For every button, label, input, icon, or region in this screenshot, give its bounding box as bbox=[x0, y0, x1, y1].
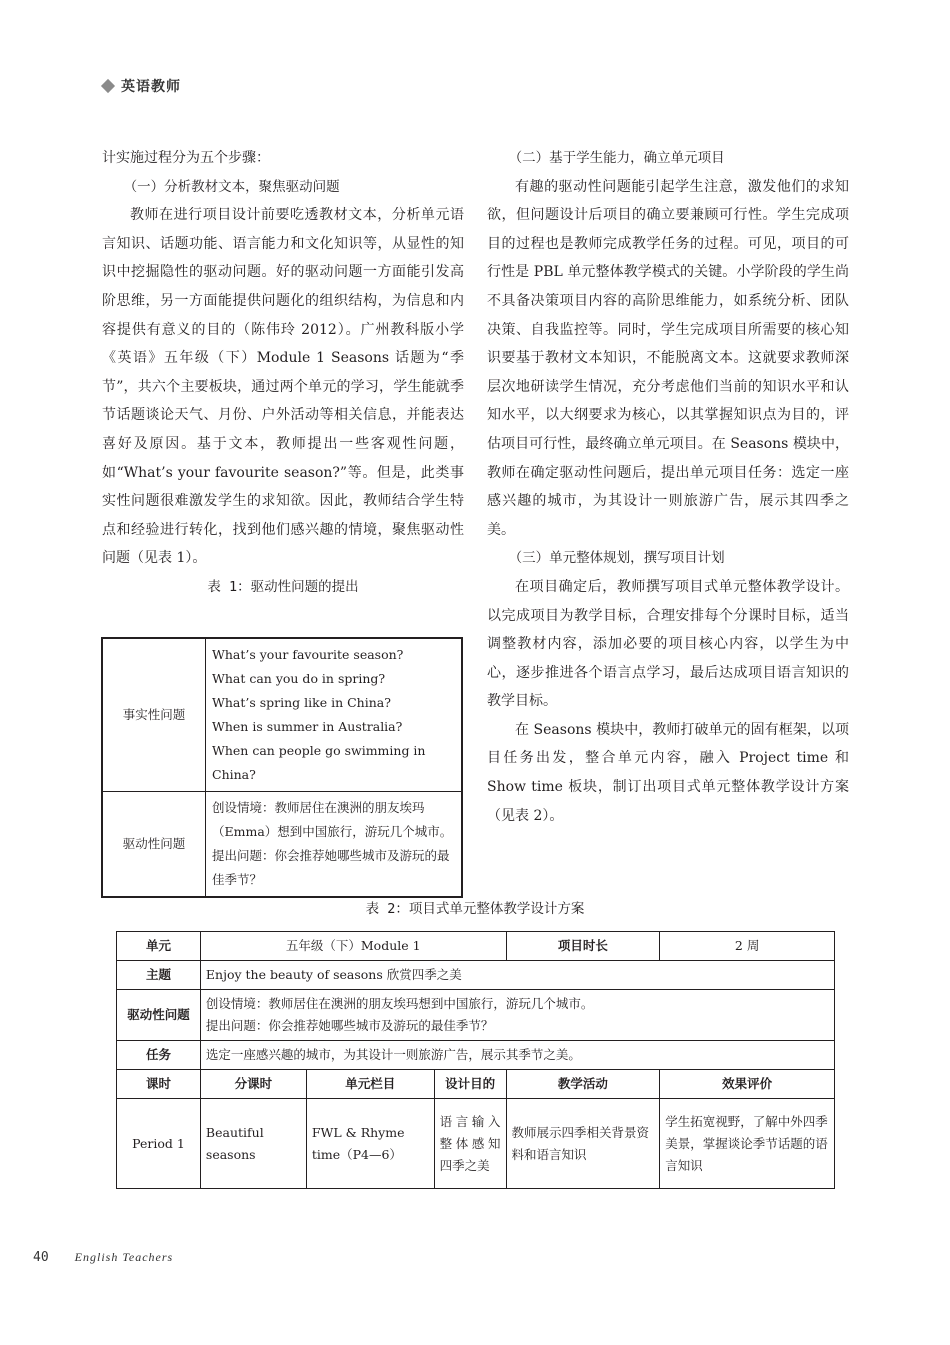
theme-value: Enjoy the beauty of seasons 欣赏四季之美 bbox=[200, 961, 834, 990]
column-header: 课时 bbox=[117, 1070, 201, 1099]
table1-caption: 表 1：驱动性问题的提出 bbox=[207, 578, 359, 595]
table-row bbox=[117, 932, 835, 961]
column-header: 效果评价 bbox=[660, 1070, 835, 1099]
left-column bbox=[102, 144, 464, 602]
question-line: What’s spring like in China? bbox=[212, 695, 391, 710]
duration-value: 2 周 bbox=[660, 932, 835, 961]
table1-row-label: 驱动性问题 bbox=[102, 792, 206, 898]
right-column bbox=[487, 144, 849, 830]
page-footer bbox=[33, 1250, 173, 1265]
section-heading-3: （三）单元整体规划，撰写项目计划 bbox=[508, 550, 725, 567]
table2-caption: 表 2：项目式单元整体教学设计方案 bbox=[365, 901, 585, 917]
duration-label: 项目时长 bbox=[506, 932, 660, 961]
table-row bbox=[117, 1099, 835, 1189]
paragraph-intro: 计实施过程分为五个步骤： bbox=[102, 150, 270, 166]
page-number: 40 bbox=[33, 1250, 49, 1265]
table-1 bbox=[101, 637, 463, 898]
task-label: 任务 bbox=[117, 1041, 201, 1070]
column-header: 分课时 bbox=[200, 1070, 306, 1099]
table-2 bbox=[116, 931, 835, 1189]
section-heading-1: （一）分析教材文本，聚焦驱动问题 bbox=[123, 178, 340, 195]
section-cell: FWL & Rhyme time（P4—6） bbox=[306, 1099, 434, 1189]
activity-cell: 教师展示四季相关背景资料和语言知识 bbox=[506, 1099, 660, 1189]
table1-row-label: 事实性问题 bbox=[102, 638, 206, 792]
drive-line: 提出问题：你会推荐她哪些城市及游玩的最佳季节？ bbox=[205, 1018, 494, 1033]
running-header bbox=[103, 76, 181, 96]
table-row bbox=[102, 792, 462, 898]
table1-row-content bbox=[206, 792, 463, 898]
paragraph-body-4: 在 Seasons 模块中，教师打破单元的固有框架，以项目任务出发，整合单元内容，融入 Project time 和 Show time 板块，制订出项目式单元整体教学设计方案（见表 2）。 bbox=[487, 721, 849, 824]
evaluation-cell: 学生拓宽视野，了解中外四季美景，掌握谈论季节话题的语言知识 bbox=[660, 1099, 835, 1189]
question-line: When is summer in Australia? bbox=[212, 719, 403, 734]
column-header: 教学活动 bbox=[506, 1070, 660, 1099]
question-line: 提出问题：你会推荐她哪些城市及游玩的最佳季节？ bbox=[212, 848, 450, 887]
sub-lesson-cell: Beautiful seasons bbox=[200, 1099, 306, 1189]
table-header-row bbox=[117, 1070, 835, 1099]
section-heading-2: （二）基于学生能力，确立单元项目 bbox=[508, 150, 725, 166]
task-value: 选定一座感兴趣的城市，为其设计一则旅游广告，展示其季节之美。 bbox=[200, 1041, 834, 1070]
question-line: 创设情境：教师居住在澳洲的朋友埃玛（Emma）想到中国旅行，游玩几个城市。 bbox=[212, 800, 453, 839]
question-line: What’s your favourite season? bbox=[212, 647, 404, 662]
unit-label: 单元 bbox=[117, 932, 201, 961]
purpose-cell: 语言输入整体感知四季之美 bbox=[434, 1099, 506, 1189]
paragraph-body-1: 教师在进行项目设计前要吃透教材文本，分析单元语言知识、话题功能、语言能力和文化知识等，从显性的知识中挖掘隐性的驱动问题。好的驱动问题一方面能引发高阶思维，另一方面能提供问题化的组织结构，为信息和内容提供有意义的目的（陈伟玲 2012）。广州教科版小学《英语》五年级（下）Module 1 Seasons 话题为“季节”，共六个主要板块，通过两个单元的学习，学生能就季节话题谈论天气、月份、户外活动等相关信息，并能表达喜好及原因。基于文本，教师提出一些客观性问题，如“What’s your favourite season?”等。但是，此类事实性问题很难激发学生的求知欲。因此，教师结合学生特点和经验进行转化，找到他们感兴趣的情境，聚焦驱动性问题（见表 1）。 bbox=[102, 207, 464, 567]
table-row bbox=[117, 990, 835, 1041]
unit-value: 五年级（下）Module 1 bbox=[200, 932, 506, 961]
table-row bbox=[117, 1041, 835, 1070]
drive-question-value bbox=[200, 990, 834, 1041]
journal-name: English Teachers bbox=[74, 1250, 174, 1264]
paragraph-body-2: 有趣的驱动性问题能引起学生注意，激发他们的求知欲，但问题设计后项目的确立要兼顾可行性。学生完成项目的过程也是教师完成教学任务的过程。可见，项目的可行性是 PBL 单元整体教学模式的关键。小学阶段的学生尚不具备决策项目内容的高阶思维能力，如系统分析、团队决策、自我监控等。同时，学生完成项目所需要的核心知识要基于教材文本知识，不能脱离文本。这就要求教师深层次地研读学生情况，充分考虑他们当前的知识水平和认知水平，以大纲要求为核心，以其掌握知识点为目的，评估项目可行性，最终确立单元项目。在 Seasons 模块中，教师在确定驱动性问题后，提出单元项目任务：选定一座感兴趣的城市，为其设计一则旅游广告，展示其四季之美。 bbox=[487, 178, 849, 538]
drive-question-label: 驱动性问题 bbox=[117, 990, 201, 1041]
question-line: When can people go swimming in China? bbox=[212, 743, 426, 782]
question-line: What can you do in spring? bbox=[212, 671, 386, 686]
drive-line: 创设情境：教师居住在澳洲的朋友埃玛想到中国旅行，游玩几个城市。 bbox=[205, 996, 594, 1011]
table1-row-content bbox=[206, 638, 463, 792]
paragraph-body-3: 在项目确定后，教师撰写项目式单元整体教学设计。以完成项目为教学目标，合理安排每个分课时目标，适当调整教材内容，添加必要的项目核心内容，以学生为中心，逐步推进各个语言点学习，最后达成项目语言知识的教学目标。 bbox=[487, 578, 849, 710]
table-row bbox=[102, 638, 462, 792]
period-cell: Period 1 bbox=[117, 1099, 201, 1189]
diamond-icon bbox=[101, 79, 115, 93]
table-row bbox=[117, 961, 835, 990]
journal-section-title: 英语教师 bbox=[121, 79, 181, 95]
column-header: 单元栏目 bbox=[306, 1070, 434, 1099]
column-header: 设计目的 bbox=[434, 1070, 506, 1099]
theme-label: 主题 bbox=[117, 961, 201, 990]
